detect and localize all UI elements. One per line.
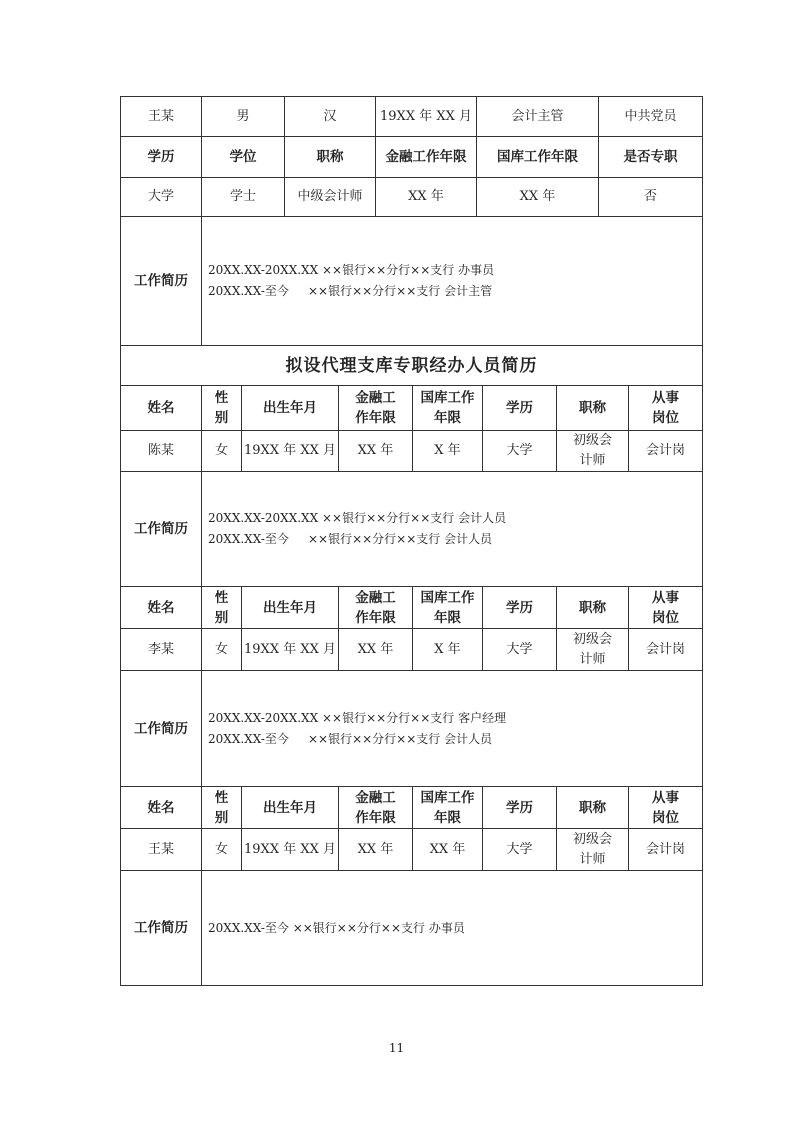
person-cell: XX 年 xyxy=(339,629,413,671)
top-cell: 大学 xyxy=(121,178,202,217)
top-cell: 学士 xyxy=(202,178,285,217)
header-cell: 性别 xyxy=(202,386,242,431)
header-cell: 国库工作年限 xyxy=(413,386,483,431)
top-cell: XX 年 xyxy=(376,178,477,217)
header-cell: 出生年月 xyxy=(242,386,339,431)
header-cell: 金融工作年限 xyxy=(339,787,413,829)
header-cell: 国库工作年限 xyxy=(477,137,599,178)
work-line: 20XX.XX-20XX.XX ××银行××分行××支行 办事员 xyxy=(208,263,495,277)
header-cell: 从事岗位 xyxy=(629,787,703,829)
section-title-row xyxy=(121,346,703,386)
top-cell: XX 年 xyxy=(477,178,599,217)
person-cell: 大学 xyxy=(483,829,557,871)
work-line: 20XX.XX-20XX.XX ××银行××分行××支行 客户经理 xyxy=(208,710,507,725)
header-cell: 职称 xyxy=(557,386,629,431)
person-cell: 19XX 年 XX 月 xyxy=(242,431,339,472)
person-cell: 19XX 年 XX 月 xyxy=(242,629,339,671)
person-cell: 大学 xyxy=(483,629,557,671)
top-info-row xyxy=(121,97,703,137)
top-table xyxy=(120,96,703,346)
work-line: 20XX.XX-至今 ××银行××分行××支行 会计人员 xyxy=(208,532,493,546)
staff-table xyxy=(120,345,703,986)
header-cell: 金融工作年限 xyxy=(339,587,413,629)
top-cell: 中共党员 xyxy=(599,97,703,137)
person-row xyxy=(121,829,703,871)
top-cell: 19XX 年 XX 月 xyxy=(376,97,477,137)
person-cell: XX 年 xyxy=(339,829,413,871)
person-cell: X 年 xyxy=(413,431,483,472)
person-cell: X 年 xyxy=(413,629,483,671)
work-row xyxy=(121,472,703,587)
top-cell: 王某 xyxy=(121,97,202,137)
header-cell: 学历 xyxy=(483,787,557,829)
person-cell: 会计岗 xyxy=(629,629,703,671)
header-cell: 学位 xyxy=(202,137,285,178)
header-cell: 从事岗位 xyxy=(629,587,703,629)
person-cell: 会计岗 xyxy=(629,829,703,871)
person-cell: 19XX 年 XX 月 xyxy=(242,829,339,871)
header-cell: 金融工作年限 xyxy=(376,137,477,178)
work-line: 20XX.XX-20XX.XX ××银行××分行××支行 会计人员 xyxy=(208,511,507,525)
header-cell: 是否专职 xyxy=(599,137,703,178)
top-cell: 中级会计师 xyxy=(285,178,376,217)
header-cell: 姓名 xyxy=(121,386,202,431)
person-cell: 初级会计师 xyxy=(557,431,629,472)
section-title: 拟设代理支库专职经办人员简历 xyxy=(121,346,703,386)
person-cell: 会计岗 xyxy=(629,431,703,472)
person-cell: 李某 xyxy=(121,629,202,671)
work-line: 20XX.XX-至今 ××银行××分行××支行 会计人员 xyxy=(208,731,493,746)
top-cell: 男 xyxy=(202,97,285,137)
person-cell: 女 xyxy=(202,629,242,671)
header-cell: 姓名 xyxy=(121,787,202,829)
top-cell: 会计主管 xyxy=(477,97,599,137)
work-label: 工作简历 xyxy=(121,217,202,346)
person-cell: 初级会计师 xyxy=(557,829,629,871)
work-line: 20XX.XX-至今 ××银行××分行××支行 办事员 xyxy=(208,920,465,935)
page-number: 11 xyxy=(388,1041,405,1055)
work-label: 工作简历 xyxy=(121,871,202,986)
header-cell: 金融工作年限 xyxy=(339,386,413,431)
header-cell: 出生年月 xyxy=(242,587,339,629)
person-cell: 女 xyxy=(202,829,242,871)
work-label: 工作简历 xyxy=(121,671,202,787)
header-cell: 出生年月 xyxy=(242,787,339,829)
header-cell: 性别 xyxy=(202,787,242,829)
header-cell: 学历 xyxy=(483,386,557,431)
work-row xyxy=(121,671,703,787)
person-cell: 初级会计师 xyxy=(557,629,629,671)
work-history xyxy=(202,472,703,587)
header-cell: 职称 xyxy=(557,787,629,829)
person-cell: 王某 xyxy=(121,829,202,871)
work-history xyxy=(202,871,703,986)
top-work-row xyxy=(121,217,703,346)
col-header-row xyxy=(121,787,703,829)
work-line: 20XX.XX-至今 ××银行××分行××支行 会计主管 xyxy=(208,284,493,298)
header-cell: 职称 xyxy=(557,587,629,629)
header-cell: 性别 xyxy=(202,587,242,629)
header-cell: 从事岗位 xyxy=(629,386,703,431)
top-cell: 否 xyxy=(599,178,703,217)
header-cell: 国库工作年限 xyxy=(413,787,483,829)
person-row xyxy=(121,431,703,472)
header-cell: 学历 xyxy=(483,587,557,629)
header-cell: 国库工作年限 xyxy=(413,587,483,629)
person-cell: XX 年 xyxy=(413,829,483,871)
work-label: 工作简历 xyxy=(121,472,202,587)
top-cell: 汉 xyxy=(285,97,376,137)
col-header-row xyxy=(121,587,703,629)
top-header-row xyxy=(121,137,703,178)
col-header-row xyxy=(121,386,703,431)
work-history xyxy=(202,217,703,346)
person-row xyxy=(121,629,703,671)
work-row xyxy=(121,871,703,986)
person-cell: XX 年 xyxy=(339,431,413,472)
work-history xyxy=(202,671,703,787)
header-cell: 职称 xyxy=(285,137,376,178)
person-cell: 女 xyxy=(202,431,242,472)
top-data-row xyxy=(121,178,703,217)
header-cell: 姓名 xyxy=(121,587,202,629)
person-cell: 大学 xyxy=(483,431,557,472)
header-cell: 学历 xyxy=(121,137,202,178)
person-cell: 陈某 xyxy=(121,431,202,472)
